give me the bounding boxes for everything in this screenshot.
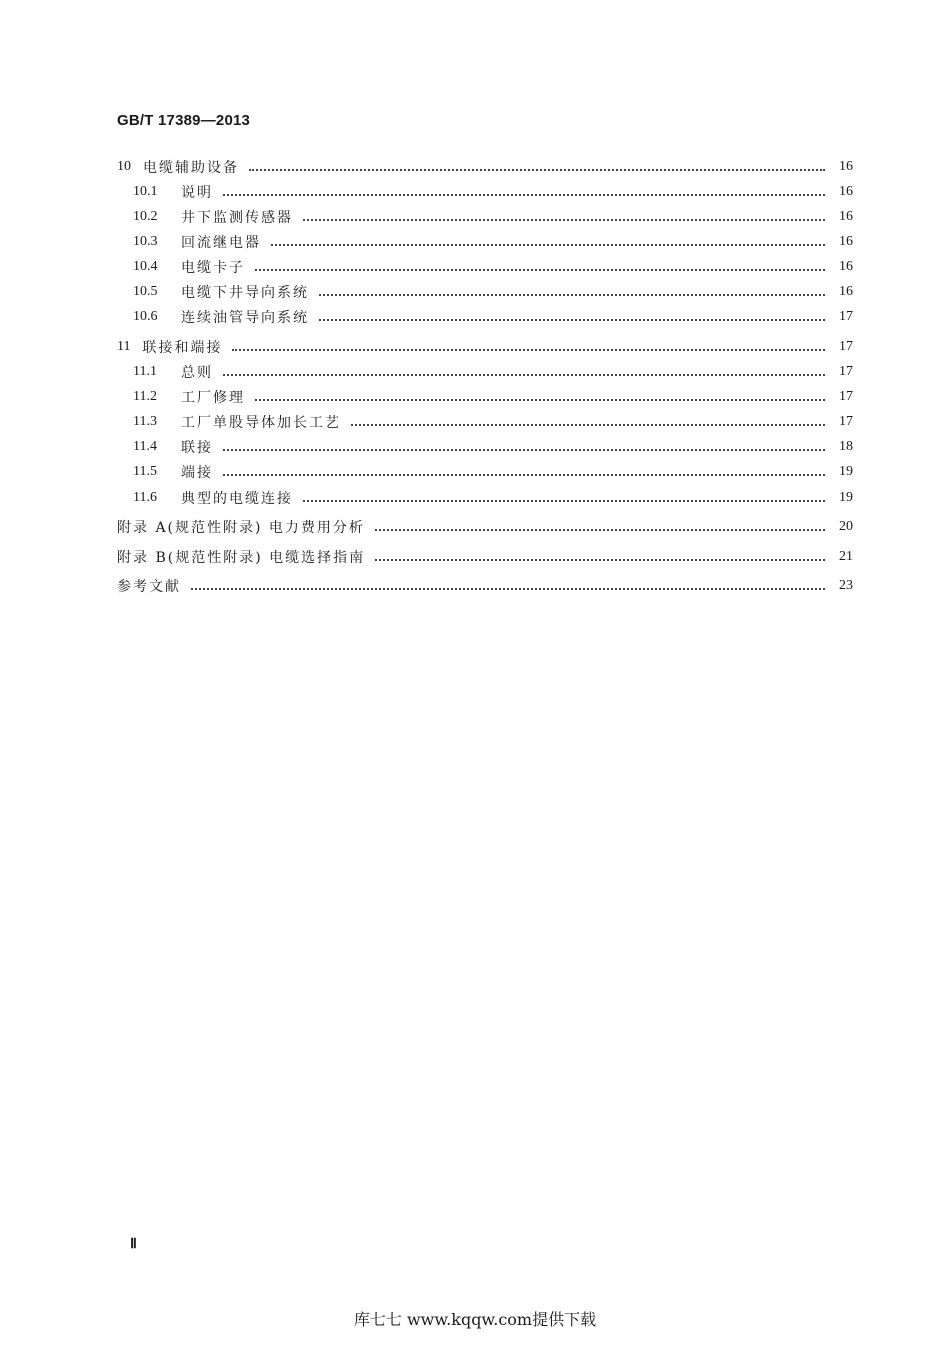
toc-entry[interactable] (133, 461, 853, 483)
dot-leader (223, 474, 825, 476)
footer-watermark: 库七七 www.kqqw.com提供下载 (353, 1310, 597, 1329)
dot-leader (255, 399, 825, 401)
toc-entry[interactable] (133, 306, 853, 328)
dot-leader (375, 559, 825, 561)
toc-number: 10.1 (133, 184, 158, 199)
toc-page: 16 (839, 234, 853, 249)
toc-page: 16 (839, 209, 853, 224)
dot-leader (351, 424, 825, 426)
toc-number: 11 (117, 339, 131, 354)
toc-number: 11.5 (133, 464, 157, 479)
toc-entry[interactable] (133, 231, 853, 253)
toc-page: 16 (839, 259, 853, 274)
toc-title: 总则 (181, 365, 213, 381)
toc-page: 18 (839, 439, 853, 454)
toc-title: 工厂单股导体加长工艺 (181, 415, 341, 431)
toc-title: 工厂修理 (181, 390, 245, 406)
toc-number: 10.3 (133, 234, 158, 249)
toc-entry[interactable] (133, 487, 853, 509)
toc-title: 参考文献 (117, 579, 181, 595)
toc-page: 17 (839, 339, 853, 354)
toc-number: 10.4 (133, 259, 158, 274)
toc-number: 11.1 (133, 364, 157, 379)
dot-leader (249, 169, 825, 171)
toc-page: 17 (839, 364, 853, 379)
toc-page: 21 (839, 549, 853, 564)
toc-title: 端接 (181, 465, 213, 481)
dot-leader (223, 194, 825, 196)
toc-title: 电缆辅助设备 (143, 160, 239, 176)
toc-entry[interactable] (133, 281, 853, 303)
dot-leader (303, 219, 825, 221)
dot-leader (303, 500, 825, 502)
dot-leader (319, 319, 825, 321)
toc-entry[interactable] (133, 411, 853, 433)
dot-leader (191, 588, 825, 590)
toc-title: 说明 (181, 185, 213, 201)
toc-entry-annex-b[interactable] (117, 546, 853, 568)
dot-leader (223, 374, 825, 376)
toc-number: 11.2 (133, 389, 157, 404)
page-number: Ⅱ (130, 1237, 137, 1252)
toc-page: 16 (839, 184, 853, 199)
toc-page: 19 (839, 464, 853, 479)
dot-leader (319, 294, 825, 296)
toc-entry[interactable] (133, 181, 853, 203)
toc-entry[interactable] (133, 206, 853, 228)
toc-title: 回流继电器 (181, 235, 261, 251)
toc-title: 连续油管导向系统 (181, 310, 309, 326)
toc-number: 11.4 (133, 439, 157, 454)
toc-page: 17 (839, 389, 853, 404)
toc-title: 附录 A(规范性附录) 电力费用分析 (117, 520, 365, 536)
toc-title: 井下监测传感器 (181, 210, 293, 226)
toc-entry[interactable] (133, 361, 853, 383)
toc-title: 电缆卡子 (181, 260, 245, 276)
dot-leader (271, 244, 825, 246)
toc-title: 联接 (181, 440, 213, 456)
toc-entry[interactable] (133, 436, 853, 458)
toc-page: 16 (839, 159, 853, 174)
toc-number: 10.6 (133, 309, 158, 324)
toc-number: 10.2 (133, 209, 158, 224)
toc-number: 10 (117, 159, 131, 174)
toc-page: 19 (839, 490, 853, 505)
toc-entry[interactable] (117, 336, 853, 358)
toc-number: 10.5 (133, 284, 158, 299)
dot-leader (255, 269, 825, 271)
toc-entry[interactable] (133, 256, 853, 278)
toc-entry-annex-a[interactable] (117, 516, 853, 538)
toc-entry-references[interactable] (117, 575, 853, 597)
toc-title: 典型的电缆连接 (181, 491, 293, 507)
toc-number: 11.6 (133, 490, 157, 505)
toc-title: 联接和端接 (142, 340, 223, 356)
toc-page: 17 (839, 309, 853, 324)
dot-leader (232, 349, 825, 351)
toc-page: 17 (839, 414, 853, 429)
toc-page: 16 (839, 284, 853, 299)
toc-number: 11.3 (133, 414, 157, 429)
dot-leader (375, 529, 825, 531)
standard-id: GB/T 17389—2013 (117, 112, 251, 129)
toc-entry[interactable] (117, 156, 853, 178)
toc-entry[interactable] (133, 386, 853, 408)
toc-page: 23 (839, 578, 853, 593)
toc-title: 电缆下井导向系统 (181, 285, 309, 301)
toc-title: 附录 B(规范性附录) 电缆选择指南 (117, 550, 366, 566)
toc-page: 20 (839, 519, 853, 534)
dot-leader (223, 449, 825, 451)
